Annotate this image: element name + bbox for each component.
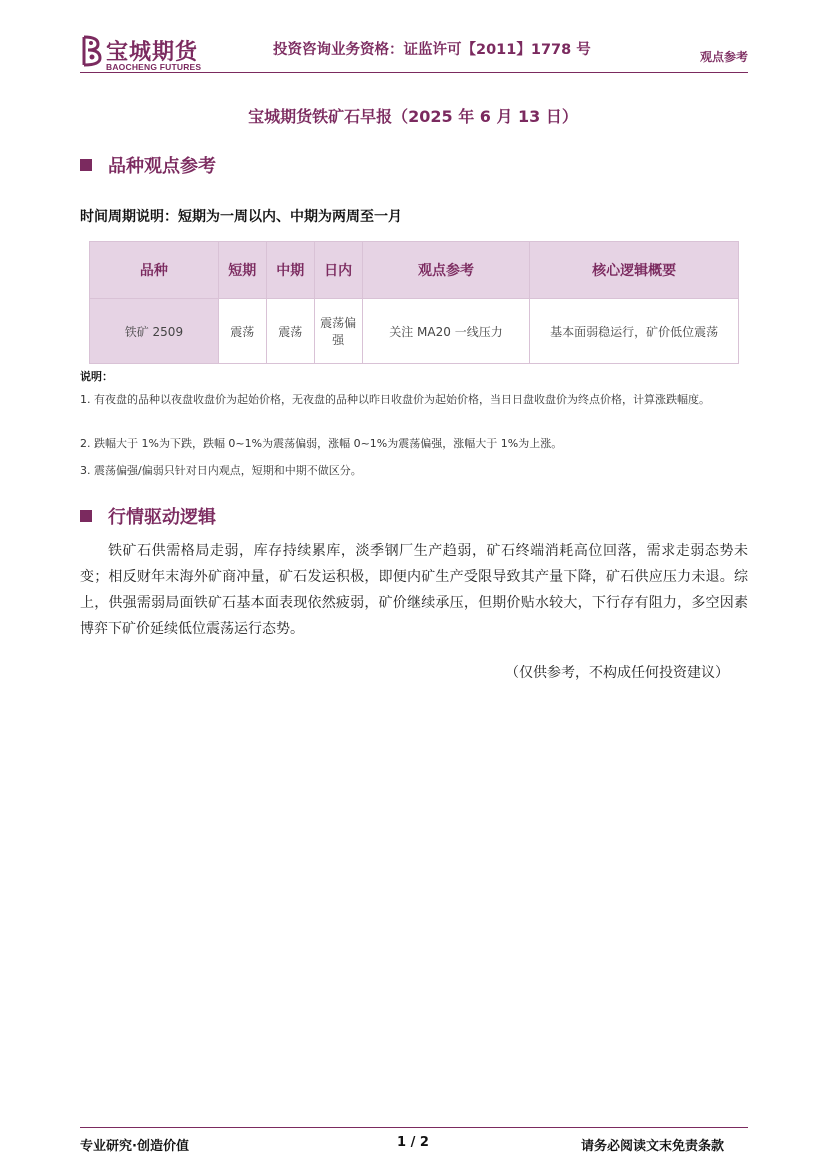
table-cell-core-logic: 基本面弱稳运行，矿价低位震荡 [530,299,739,364]
note-item: 2. 跌幅大于 1%为下跌，跌幅 0~1%为震荡偏弱，涨幅 0~1%为震荡偏强，涨幅大于 1%为上涨。 [80,437,563,450]
notes-title: 说明： [80,370,113,383]
table-cell-intraday: 震荡偏强 [314,299,362,364]
section-heading-drivers [80,503,216,529]
views-table [89,241,739,364]
section-heading-views [80,152,216,178]
table-header-cell: 核心逻辑概要 [530,242,739,299]
page-number: 1 / 2 [397,1135,429,1150]
logo-chinese-name: 宝城期货 [106,39,199,65]
square-bullet-icon [80,510,92,522]
footer-disclaimer-link[interactable]: 请务必阅读文末免责条款 [580,1139,724,1154]
disclaimer: （仅供参考，不构成任何投资建议） [505,665,729,681]
note-item: 3. 震荡偏强/偏弱只针对日内观点，短期和中期不做区分。 [80,464,362,477]
table-cell-variety: 铁矿 2509 [90,299,219,364]
table-header-cell: 短期 [218,242,266,299]
table-cell-mid-term: 震荡 [266,299,314,364]
company-logo [80,34,210,72]
market-logic-paragraph: 铁矿石供需格局走弱，库存持续累库，淡季钢厂生产趋弱，矿石终端消耗高位回落，需求走弱态势未变；相反财年末海外矿商冲量，矿石发运积极，即便内矿生产受限导致其产量下降，矿石供应压力未退。综上，供强需弱局面铁矿石基本面表现依然疲弱，矿价继续承压，但期价贴水较大，下行存有阻力，多空因素博弈下矿价延续低位震荡运行态势。 [80,543,748,637]
table-header-cell: 品种 [90,242,219,299]
note-item: 1. 有夜盘的品种以夜盘收盘价为起始价格，无夜盘的品种以昨日收盘价为起始价格，当日日盘收盘价为终点价格，计算涨跌幅度。 [80,393,710,406]
report-title: 宝城期货铁矿石早报（2025 年 6 月 13 日） [248,107,578,126]
table-row [90,299,739,364]
footer-slogan: 专业研究·创造价值 [80,1139,189,1154]
logo-english-name: BAOCHENG FUTURES [106,62,202,72]
square-bullet-icon [80,159,92,171]
table-cell-short-term: 震荡 [218,299,266,364]
table-header-cell: 中期 [266,242,314,299]
section-heading-text: 行情驱动逻辑 [108,507,216,528]
table-cell-view: 关注 MA20 一线压力 [362,299,530,364]
page-header [80,30,748,72]
qualification-license: 投资咨询业务资格：证监许可【2011】1778 号 [273,42,591,58]
section-heading-text: 品种观点参考 [108,156,216,177]
report-tag: 观点参考 [699,50,748,64]
footer-divider [80,1127,748,1128]
table-header-cell: 日内 [314,242,362,299]
table-header-cell: 观点参考 [362,242,530,299]
header-divider [80,72,748,73]
logo-mark-icon [80,34,106,68]
table-header-row [90,242,739,299]
period-explanation: 时间周期说明：短期为一周以内、中期为两周至一月 [80,209,402,225]
